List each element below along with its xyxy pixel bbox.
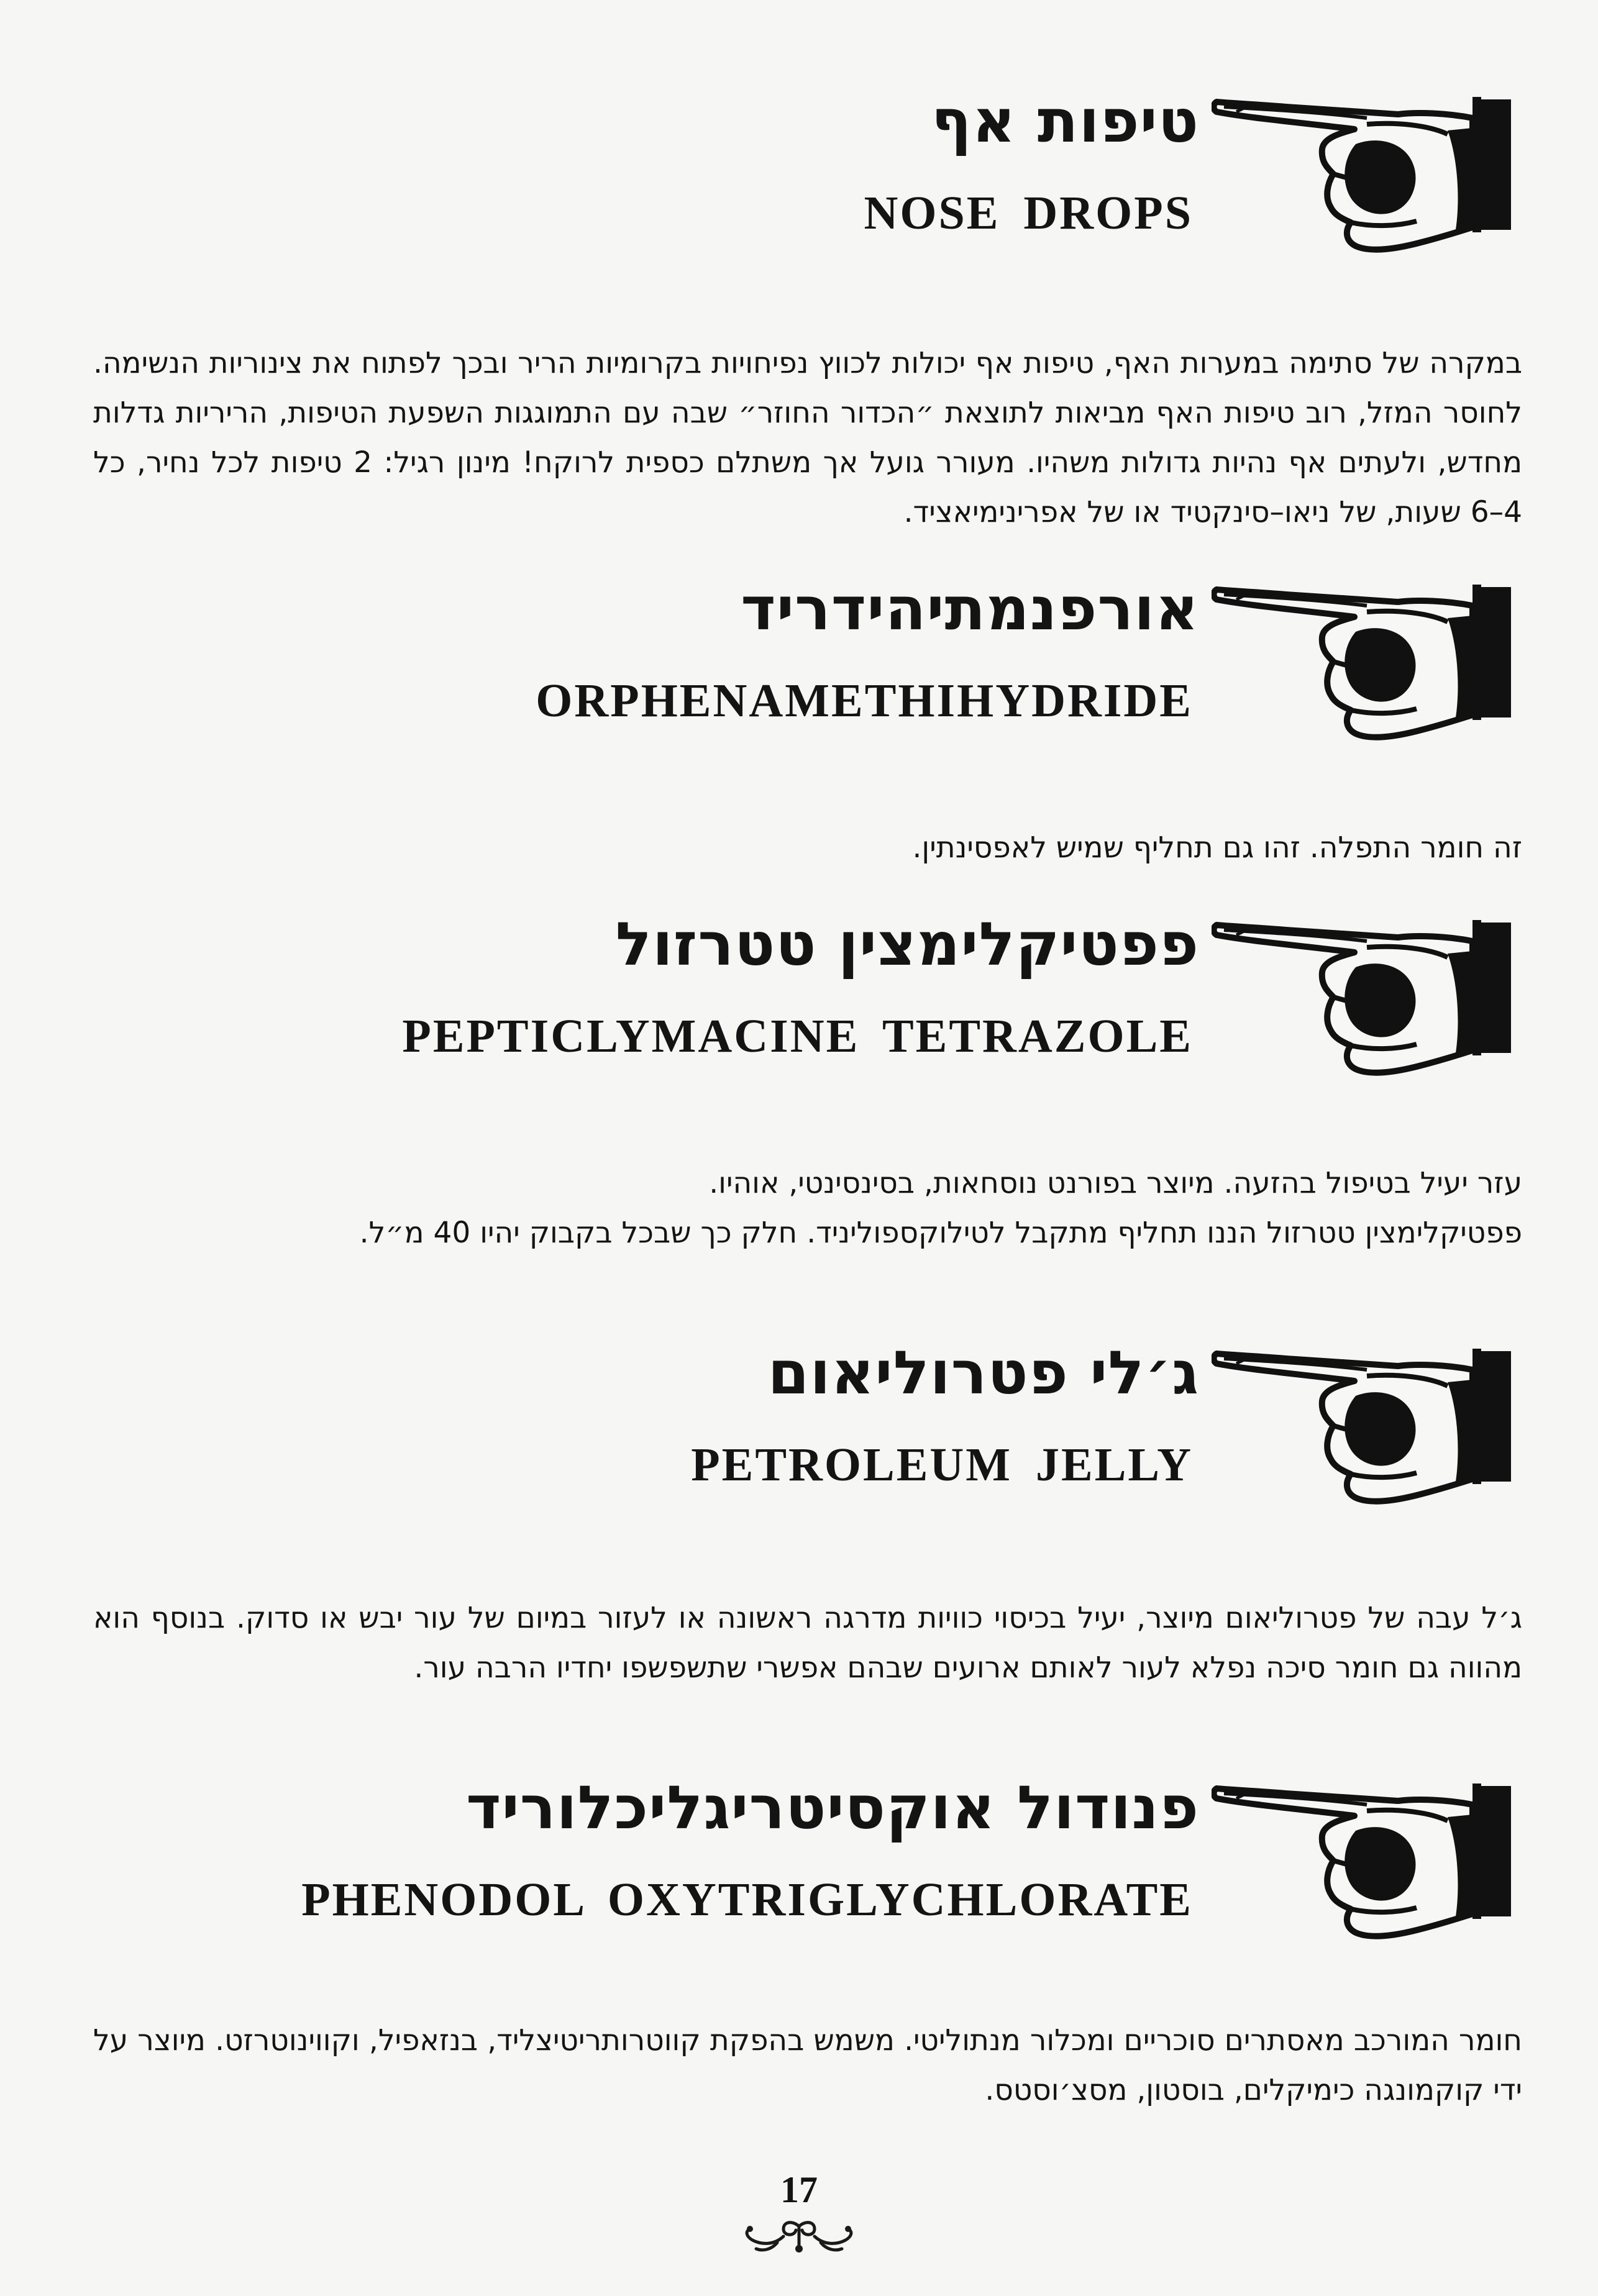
pointing-hand-icon [1212, 1326, 1522, 1513]
entry-title-hebrew: אורפנמתיהידריד [741, 574, 1199, 644]
entry-title-english: ORPHENAMETHIHYDRIDE [536, 675, 1193, 727]
pointing-hand-icon [1212, 898, 1522, 1084]
entry-petroleum-jelly [93, 1326, 1522, 1693]
entry-body [93, 339, 1522, 537]
entry-title-hebrew: ג׳לי פטרוליאום [767, 1338, 1199, 1408]
pointing-hand-icon [1212, 562, 1522, 749]
entry-title-hebrew: טיפות אף [931, 86, 1199, 156]
pointing-hand-icon [1212, 1761, 1522, 1948]
entry-body [93, 1159, 1522, 1258]
entry-body [93, 1593, 1522, 1693]
entry-body [93, 2016, 1522, 2115]
entry-nose-drops [93, 75, 1522, 537]
pointing-hand-icon [1212, 75, 1522, 261]
entry-phenodol-oxytriglychlorate [93, 1761, 1522, 2115]
flourish-ornament-icon [740, 2218, 858, 2255]
entry-pepticlymacine-tetrazole [93, 898, 1522, 1258]
entry-body [93, 823, 1522, 873]
entry-title-english: PETROLEUM JELLY [691, 1439, 1193, 1491]
entry-title-english: NOSE DROPS [864, 187, 1193, 239]
entry-orphenamethihydride [93, 562, 1522, 873]
page-footer [0, 2168, 1598, 2255]
entry-paragraph: זה חומר התפלה. זהו גם תחליף שמיש לאפסינתין. [912, 831, 1522, 865]
entry-paragraph: ג׳ל עבה של פטרוליאום מיוצר, יעיל בכיסוי כוויות מדרגה ראשונה או לעזור במיום של עור יבש או סדוק. בנוסף הוא מהווה גם חומר סיכה נפלא לעור לאותם ארועים שבהם אפשרי שתשפשפו יחדיו הרבה עור. [93, 1601, 1522, 1685]
entry-paragraph: עזר יעיל בטיפול בהזעה. מיוצר בפורנט נוסחאות, בסינסינטי, אוהיו. [709, 1166, 1522, 1200]
entry-heading [93, 898, 1522, 1103]
entry-paragraph: חומר המורכב מאסתרים סוכריים ומכלור מנתוליטי. משמש בהפקת קווטרותריטיצליד, בנזאפיל, וקווינוטרזט. מיוצר על ידי קוקמונגה כימיקלים, בוסטון, מסצ׳וסטס. [93, 2023, 1522, 2107]
entry-title-english: PHENODOL OXYTRIGLYCHLORATE [301, 1874, 1193, 1926]
entry-heading [93, 75, 1522, 280]
entry-paragraph: פפטיקלימצין טטרזול הננו תחליף מתקבל לטילוקספוליניד. חלק כך שבכל בקבוק יהיו 40 מ״ל. [359, 1216, 1522, 1250]
entry-paragraph: במקרה של סתימה במערות האף, טיפות אף יכולות לכווץ נפיחויות בקרומיות הריר ובכך לפתוח את צינוריות הנשימה. לחוסר המזל, רוב טיפות האף מביאות לתוצאת ״הכדור החוזר״ שבה עם התמוגגות השפעת הטיפות, הריריות גדלות מחדש, ולעתים אף נהיות גדולות משהיו. מעורר גועל אך משתלם כספית לרוקח! מינון רגיל: 2 טיפות לכל נחיר, כל 4–6 שעות, של ניאו–סינקטיד או של אפרינימיאציד. [93, 346, 1522, 529]
entry-heading [93, 1326, 1522, 1531]
entry-title-english: PEPTICLYMACINE TETRAZOLE [402, 1010, 1193, 1062]
entry-title-hebrew: פנודול אוקסיטריגליכלוריד [466, 1773, 1199, 1843]
page-number: 17 [780, 2169, 818, 2210]
entry-heading [93, 1761, 1522, 1966]
entry-heading [93, 562, 1522, 767]
entry-title-hebrew: פפטיקלימצין טטרזול [615, 909, 1199, 979]
